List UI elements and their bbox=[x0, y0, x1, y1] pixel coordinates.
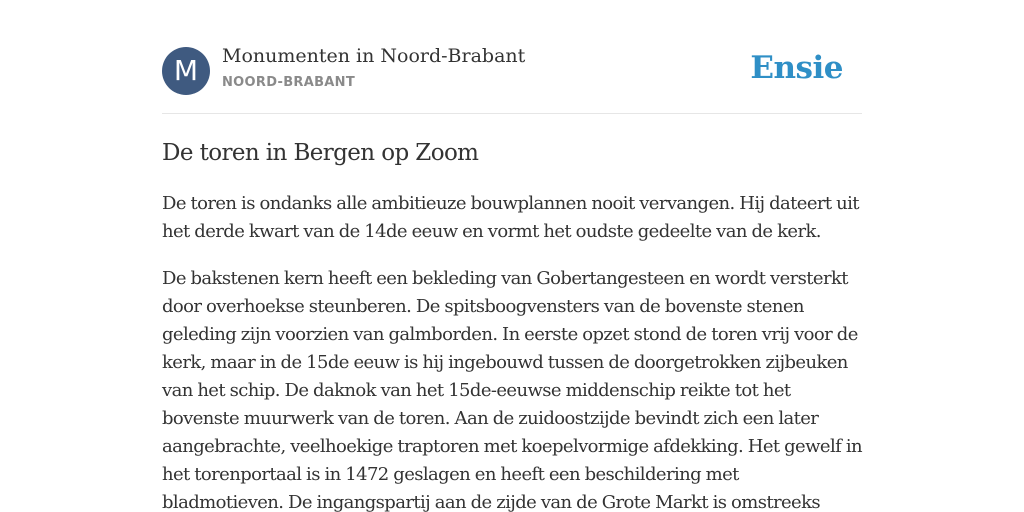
header bbox=[162, 0, 862, 114]
avatar[interactable]: M bbox=[162, 47, 210, 95]
content-column bbox=[162, 0, 862, 512]
article-paragraph-1: De toren is ondanks alle ambitieuze bouwplannen nooit vervangen. Hij dateert uit het derde kwart van de 14de eeuw en vormt het oudste gedeelte van de kerk. bbox=[162, 193, 859, 242]
article-title: De toren in Bergen op Zoom bbox=[162, 140, 479, 166]
site-title[interactable]: Monumenten in Noord-Brabant bbox=[222, 45, 526, 67]
site-subtitle[interactable]: NOORD-BRABANT bbox=[222, 75, 356, 90]
ensie-logo[interactable]: Ensie bbox=[750, 50, 843, 86]
article-paragraph-2: De bakstenen kern heeft een bekleding van Gobertangesteen en wordt versterkt door overhoekse steunberen. De spitsboogvensters van de bovenste stenen geleding zijn voorzien van galmborden. In eerste opzet stond de toren vrij voor de kerk, maar in de 15de eeuw is hij ingebouwd tussen de doorgetrokken zijbeuken van het schip. De daknok van het 15de-eeuwse middenschip reikte tot het bovenste muurwerk van de toren. Aan de zuidoostzijde bevindt zich een later aangebrachte, veelhoekige traptoren met koepelvormige afdekking. Het gewelf in het torenportaal is in 1472 geslagen en heeft een beschildering met bladmotieven. De ingangspartij aan de zijde van de Grote Markt is omstreeks bbox=[162, 268, 862, 512]
